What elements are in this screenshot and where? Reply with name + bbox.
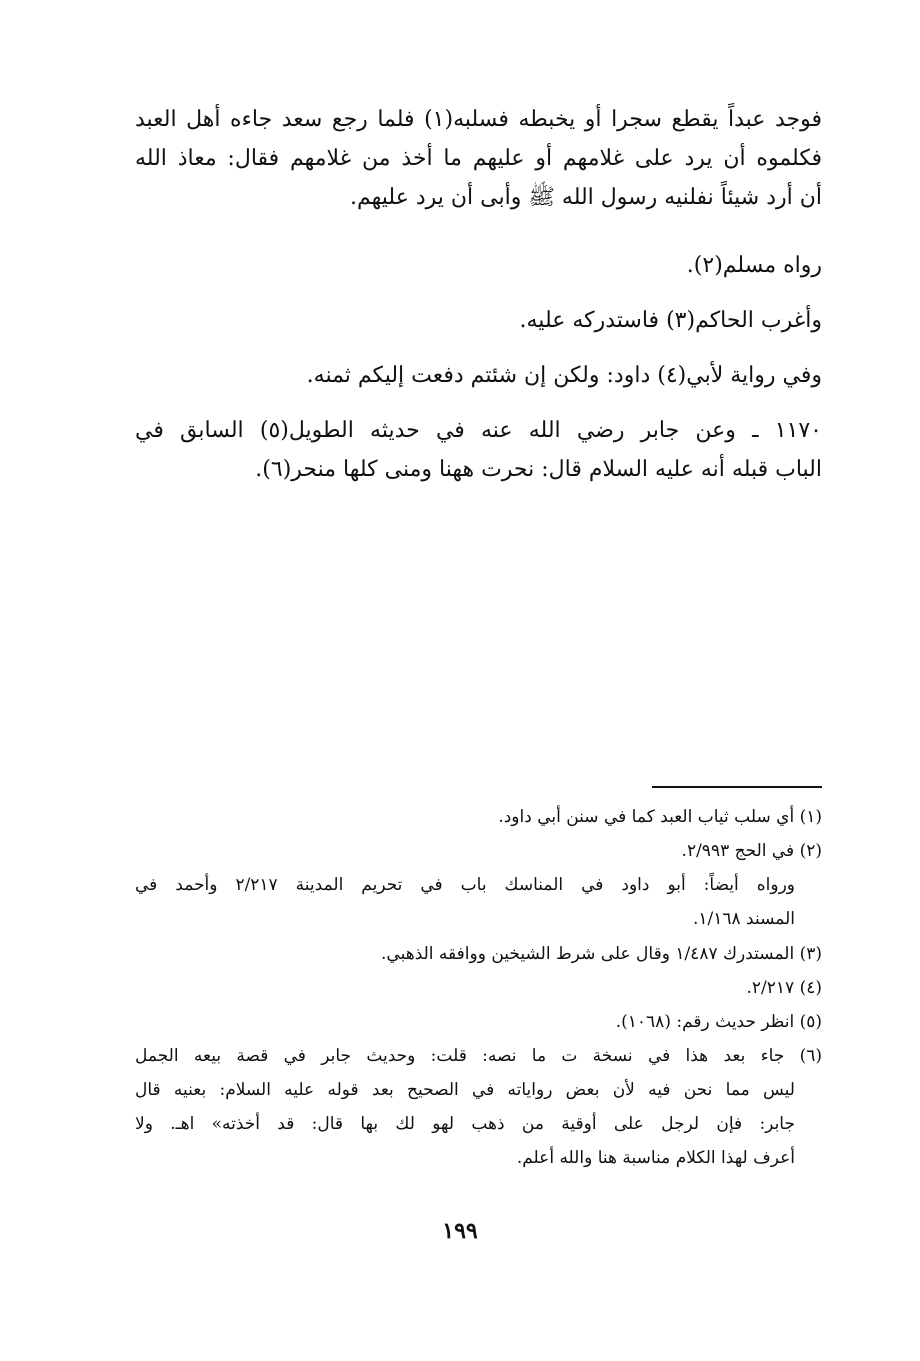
footnote-line: أعرف لهذا الكلام مناسبة هنا والله أعلم. xyxy=(516,1148,795,1168)
footnote-6-continuation xyxy=(135,1073,795,1175)
paragraph-4: وفي رواية لأبي(٤) داود: ولكن إن شئتم دفعت إليكم ثمنه. xyxy=(306,363,822,388)
footnote-line: جابر: فإن لرجل على أوقية من ذهب لهو لك بها قال: قد أخذته» اهـ. ولا xyxy=(135,1114,795,1134)
footnote-5: (٥) انظر حديث رقم: (١٠٦٨). xyxy=(615,1012,822,1032)
footnote-3: (٣) المستدرك ١/٤٨٧ وقال على شرط الشيخين ووافقه الذهبي. xyxy=(381,944,822,964)
paragraph-line: فكلموه أن يرد على غلامهم أو عليهم ما أخذ من غلامهم فقال: معاذ الله xyxy=(135,146,822,171)
footnote-2: (٢) في الحج ٢/٩٩٣. xyxy=(681,841,822,861)
paragraph-line: الباب قبله أنه عليه السلام قال: نحرت ههنا ومنى كلها منحر(٦). xyxy=(255,457,822,482)
footnote-4: (٤) ٢/٢١٧. xyxy=(746,978,822,998)
paragraph-line: ١١٧٠ ـ وعن جابر رضي الله عنه في حديثه الطويل(٥) السابق في xyxy=(135,418,822,443)
paragraph-3: وأغرب الحاكم(٣) فاستدركه عليه. xyxy=(519,308,822,333)
paragraph-5-hadith-1170 xyxy=(135,411,822,489)
paragraph-line: فوجد عبداً يقطع سجرا أو يخبطه فسلبه(١) فلما رجع سعد جاءه أهل العبد xyxy=(135,107,822,132)
footnote-line: ليس مما نحن فيه لأن بعض رواياته في الصحيح بعد قوله عليه السلام: بعنيه قال xyxy=(135,1080,795,1100)
footnote-1: (١) أي سلب ثياب العبد كما في سنن أبي داود. xyxy=(498,807,822,827)
footnote-separator xyxy=(652,786,822,788)
footnote-2-continuation xyxy=(135,868,795,936)
footnote-6 xyxy=(135,1039,822,1073)
paragraph-1 xyxy=(135,100,822,217)
footnote-line: المسند ١/١٦٨. xyxy=(692,909,795,929)
page-number: ١٩٩ xyxy=(442,1218,478,1244)
paragraph-2: رواه مسلم(٢). xyxy=(686,253,822,278)
footnote-line: ورواه أيضاً: أبو داود في المناسك باب في تحريم المدينة ٢/٢١٧ وأحمد في xyxy=(135,875,795,895)
paragraph-line: أن أرد شيئاً نفلنيه رسول الله ﷺ وأبى أن يرد عليهم. xyxy=(350,185,822,210)
footnote-line: (٦) جاء بعد هذا في نسخة ت ما نصه: قلت: وحديث جابر في قصة بيعه الجمل xyxy=(135,1046,822,1066)
